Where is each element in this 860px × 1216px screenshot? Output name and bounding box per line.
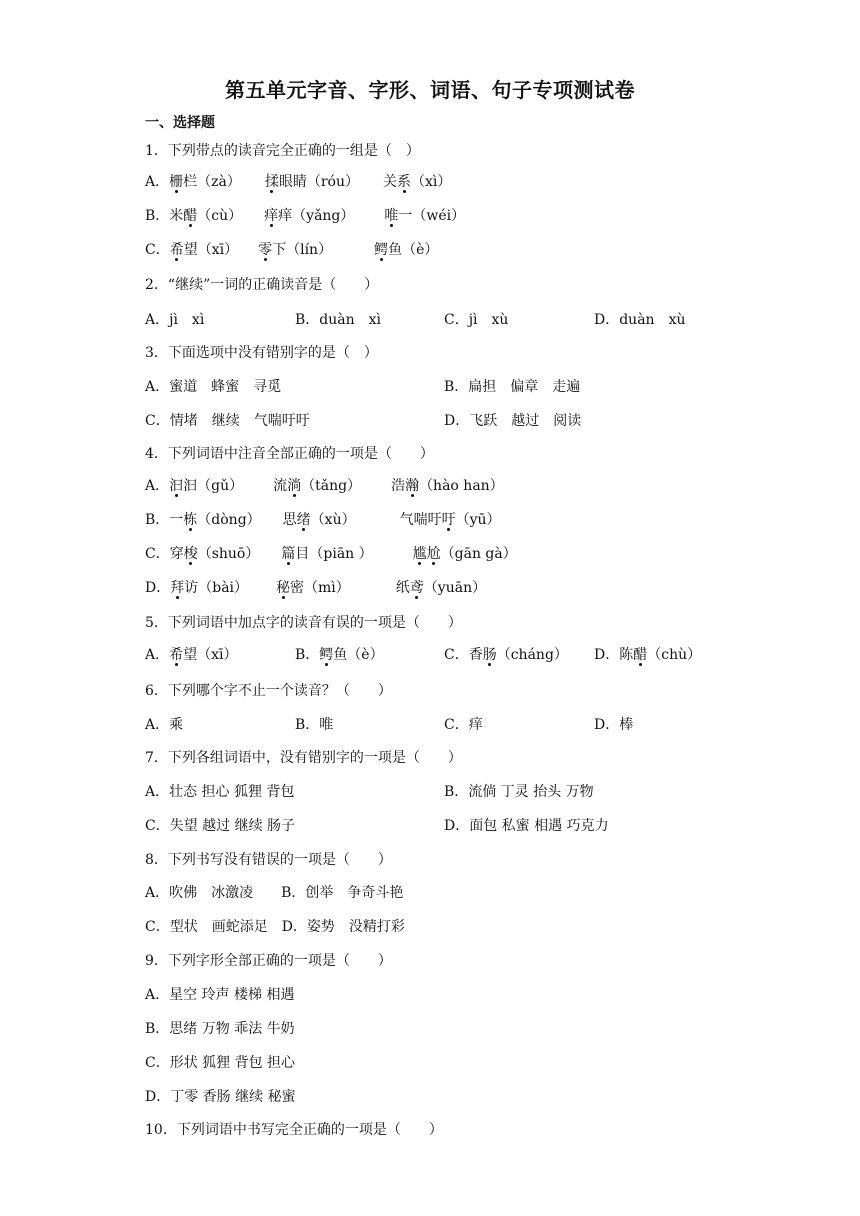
option-text: 思 xyxy=(282,512,297,528)
dotted-char: 鳄 xyxy=(374,242,389,258)
option-label: C．香 xyxy=(444,647,483,663)
question-8-options-ab: A．吹佛 冰激凌 B．创举 争奇斗艳 xyxy=(145,885,404,901)
question-10-stem: 10．下列词语中书写完全正确的一项是（ ） xyxy=(145,1122,443,1138)
question-3-option-c: C．情堵 继续 气喘吁吁 xyxy=(145,413,310,429)
option-text: （shuō） xyxy=(197,546,260,562)
dotted-char: 零 xyxy=(258,242,273,258)
question-2-option-a: A．jì xì xyxy=(145,312,205,328)
option-label: D． xyxy=(145,580,171,596)
option-text: 栏（zà） xyxy=(183,174,241,190)
question-6-option-b: B．唯 xyxy=(295,717,334,733)
dotted-char: 栋 xyxy=(183,512,198,528)
question-5-option-d xyxy=(594,645,701,665)
question-5-option-c xyxy=(444,645,568,665)
question-7-stem: 7．下列各组词语中，没有错别字的一项是（ ） xyxy=(145,750,462,766)
question-3-stem: 3．下面选项中没有错别字的是（ ） xyxy=(145,345,378,361)
option-label: B．米 xyxy=(145,208,184,224)
question-1-option-c xyxy=(145,240,438,260)
question-7-option-b: B．流倘 丁灵 抬头 万物 xyxy=(444,784,594,800)
option-label: A． xyxy=(145,478,170,494)
dotted-char: 揉 xyxy=(264,174,279,190)
question-5-option-b xyxy=(295,645,384,665)
question-1-option-a xyxy=(145,172,451,192)
question-1-stem: 1．下列带点的读音完全正确的一组是（ ） xyxy=(145,143,420,159)
section-heading: 一、选择题 xyxy=(145,115,215,131)
option-text: 密（mì） xyxy=(290,580,350,596)
question-9-option-d: D．丁零 香肠 继续 秘蜜 xyxy=(145,1089,296,1105)
dotted-char: 栅 xyxy=(169,174,184,190)
option-label: D．陈 xyxy=(594,647,634,663)
option-text: 浩 xyxy=(391,478,406,494)
question-6-stem: 6．下列哪个字不止一个读音？（ ） xyxy=(145,683,392,699)
question-8-stem: 8．下列书写没有错误的一项是（ ） xyxy=(145,852,392,868)
option-text: 纸 xyxy=(395,580,410,596)
dotted-char: 淌 xyxy=(287,478,302,494)
question-4-option-c xyxy=(145,544,517,564)
option-text: 鱼（è） xyxy=(388,242,439,258)
question-3-option-d: D．飞跃 越过 阅读 xyxy=(444,413,582,429)
option-text: （hào han） xyxy=(419,478,504,494)
dotted-char: 吁 xyxy=(441,512,456,528)
option-text: 访（bài） xyxy=(184,580,249,596)
dotted-char: 希 xyxy=(169,242,184,258)
option-text: 眼睛（róu） xyxy=(278,174,359,190)
question-4-stem: 4．下列词语中注音全部正确的一项是（ ） xyxy=(145,446,434,462)
dotted-char: 秘 xyxy=(276,580,291,596)
question-3-option-b: B．扁担 偏章 走遍 xyxy=(444,379,581,395)
option-text: （yū） xyxy=(455,512,501,528)
dotted-char: 醋 xyxy=(183,208,198,224)
option-text: 痒（yǎng） xyxy=(278,208,355,224)
question-7-option-d: D．面包 私蜜 相遇 巧克力 xyxy=(444,818,609,834)
option-text: （yuān） xyxy=(423,580,487,596)
question-2-option-d: D．duàn xù xyxy=(594,312,686,328)
option-label: C． xyxy=(145,242,170,258)
question-6-option-c: C．痒 xyxy=(444,717,483,733)
option-text: 望（xī） xyxy=(183,647,238,663)
option-label: C．穿 xyxy=(145,546,184,562)
dotted-char: 醋 xyxy=(633,647,648,663)
question-2-option-b: B．duàn xì xyxy=(295,312,382,328)
question-7-option-c: C．失望 越过 继续 肠子 xyxy=(145,818,296,834)
page-title: 第五单元字音、字形、词语、句子专项测试卷 xyxy=(225,78,635,102)
option-text: （gān gà） xyxy=(440,546,517,562)
dotted-char: 拜 xyxy=(170,580,185,596)
option-label: A． xyxy=(145,174,170,190)
option-text: 一（wéi） xyxy=(398,208,466,224)
option-label: B．一 xyxy=(145,512,184,528)
question-7-option-a: A．壮态 担心 狐狸 背包 xyxy=(145,784,295,800)
dotted-char: 篇 xyxy=(281,546,296,562)
option-text: （chù） xyxy=(647,647,702,663)
option-text: （dòng） xyxy=(197,512,261,528)
dotted-char: 瀚 xyxy=(405,478,420,494)
dotted-char: 尬 xyxy=(426,546,441,562)
option-text: 下（lín） xyxy=(272,242,333,258)
question-9-stem: 9．下列字形全部正确的一项是（ ） xyxy=(145,953,392,969)
option-label: A． xyxy=(145,647,170,663)
option-text: 目（piān ） xyxy=(295,546,373,562)
question-8-options-cd: C．型状 画蛇添足 D．姿势 没精打彩 xyxy=(145,919,405,935)
option-text: 关 xyxy=(383,174,397,190)
dotted-char: 汩 xyxy=(169,478,184,494)
dotted-char: 鸢 xyxy=(409,580,424,596)
dotted-char: 绪 xyxy=(296,512,311,528)
question-4-option-b xyxy=(145,510,501,530)
question-5-stem: 5．下列词语中加点字的读音有误的一项是（ ） xyxy=(145,615,462,631)
option-text: 气喘吁 xyxy=(399,512,442,528)
question-9-option-b: B．思绪 万物 乖法 牛奶 xyxy=(145,1021,295,1037)
option-text: （xì） xyxy=(411,174,452,190)
option-text: 汩（gǔ） xyxy=(183,478,244,494)
option-text: 鱼（è） xyxy=(333,647,384,663)
question-6-option-d: D．棒 xyxy=(594,717,634,733)
dotted-char: 肠 xyxy=(482,647,497,663)
dotted-char: 唯 xyxy=(384,208,399,224)
option-text: 流 xyxy=(273,478,288,494)
dotted-char: 痒 xyxy=(264,208,279,224)
question-2-option-c: C．jì xù xyxy=(444,312,509,328)
dotted-char: 鳄 xyxy=(319,647,334,663)
option-text: （tǎng） xyxy=(301,478,362,494)
question-4-option-d xyxy=(145,578,486,598)
question-2-stem: 2．“继续”一词的正确读音是（ ） xyxy=(145,277,379,293)
option-text: （cù） xyxy=(197,208,243,224)
question-9-option-c: C．形状 狐狸 背包 担心 xyxy=(145,1055,296,1071)
dotted-char: 尴 xyxy=(412,546,427,562)
option-text: 望（xī） xyxy=(183,242,239,258)
option-text: （xù） xyxy=(310,512,356,528)
dotted-char: 希 xyxy=(169,647,184,663)
question-1-option-b xyxy=(145,206,465,226)
option-label: B． xyxy=(295,647,320,663)
question-3-option-a: A．蜜道 蜂蜜 寻觅 xyxy=(145,379,282,395)
option-text: （cháng） xyxy=(496,647,568,663)
dotted-char: 系 xyxy=(397,174,411,190)
question-6-option-a: A．乘 xyxy=(145,717,184,733)
question-4-option-a xyxy=(145,476,504,496)
dotted-char: 梭 xyxy=(183,546,198,562)
question-9-option-a: A．星空 玲声 楼梯 相遇 xyxy=(145,987,295,1003)
question-5-option-a xyxy=(145,645,238,665)
